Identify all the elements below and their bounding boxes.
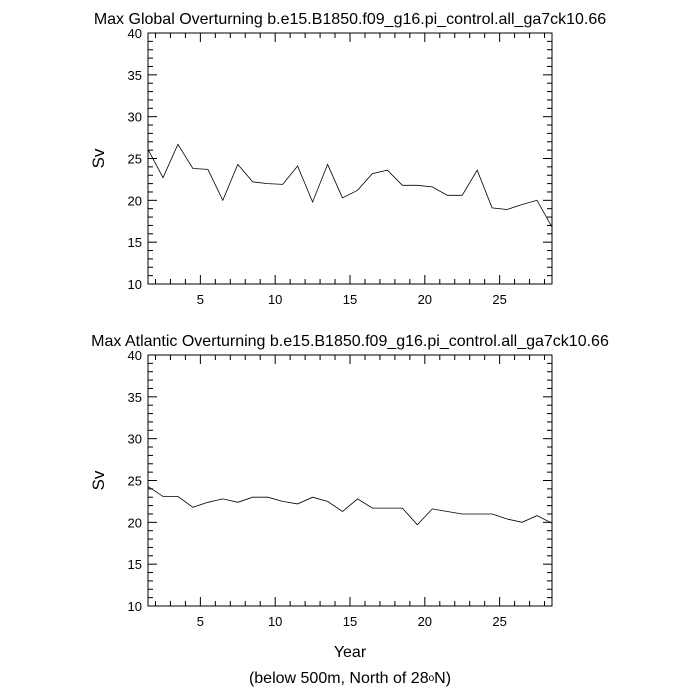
degree-symbol: o [428,673,435,684]
global-plot-frame [148,33,552,284]
footnote-text-start: (below 500m, North of 28 [248,670,429,687]
atlantic-x-tick-label: 5 [196,614,204,629]
x-axis-title: Year [333,644,367,661]
atlantic-x-tick-label: 20 [417,614,433,629]
global-panel [89,11,606,307]
atlantic-y-tick-label: 10 [127,599,142,614]
atlantic-y-tick-label: 25 [127,473,142,489]
global-y-tick-label: 30 [127,109,142,125]
atlantic-y-axis-title: Sv [89,470,108,491]
footnote-text-end: N) [434,670,452,687]
atlantic-series-line [148,486,552,524]
atlantic-panel [89,333,609,629]
atlantic-y-tick-label: 30 [127,431,142,447]
global-y-tick-label: 40 [127,26,142,41]
atlantic-x-tick-label: 15 [342,614,358,629]
global-y-tick-label: 15 [127,235,142,251]
global-y-tick-label: 20 [127,193,142,209]
footnote [0,670,700,688]
global-x-tick-label: 25 [492,292,507,307]
atlantic-x-tick-label: 25 [492,614,507,629]
atlantic-y-tick-label: 35 [127,389,142,405]
atlantic-chart-title: Max Atlantic Overturning b.e15.B1850.f09_g16.pi_control.all_ga7ck10.66 [91,333,609,350]
atlantic-y-tick-label: 40 [127,348,142,363]
atlantic-y-tick-label: 20 [127,515,142,531]
global-x-tick-label: 20 [417,292,433,307]
global-y-tick-label: 10 [127,277,142,292]
global-x-tick-label: 10 [267,292,283,307]
global-x-tick-label: 15 [342,292,358,307]
atlantic-plot-frame [148,355,552,606]
atlantic-y-tick-label: 15 [127,557,142,573]
global-y-tick-label: 25 [127,151,142,167]
global-x-tick-label: 5 [196,292,204,307]
global-series-line [148,144,552,227]
global-chart-title: Max Global Overturning b.e15.B1850.f09_g16.pi_control.all_ga7ck10.66 [93,11,607,28]
global-y-axis-title: Sv [89,148,108,169]
atlantic-x-tick-label: 10 [267,614,283,629]
global-y-tick-label: 35 [127,67,142,83]
